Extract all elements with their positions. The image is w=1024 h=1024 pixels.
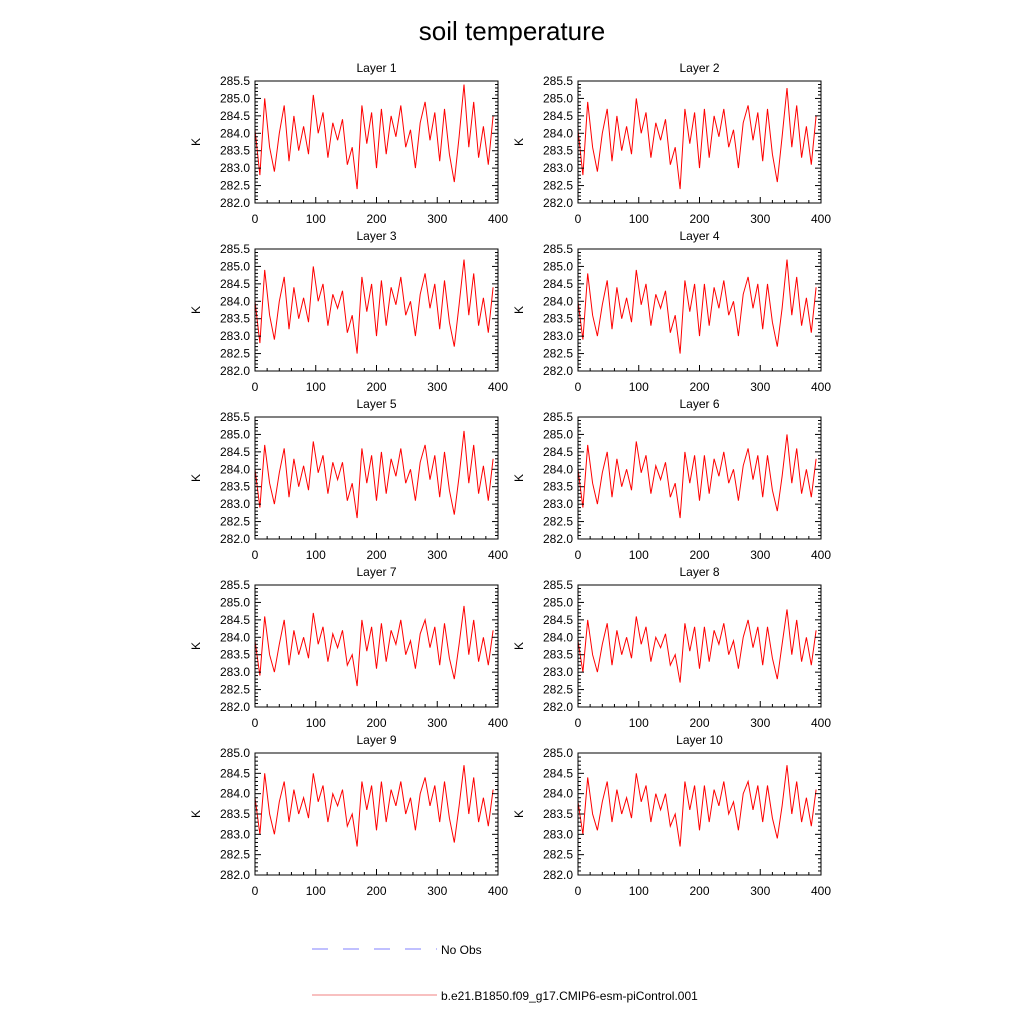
y-tick-label: 283.0: [542, 161, 573, 176]
y-tick-label: 284.0: [542, 462, 573, 477]
series-line: [578, 260, 816, 354]
y-tick-label: 283.0: [219, 497, 250, 512]
x-tick-label: 100: [305, 548, 326, 562]
panel-title: Layer 7: [356, 565, 397, 579]
y-tick-label: 284.0: [542, 294, 573, 309]
y-tick-label: 285.0: [542, 427, 573, 442]
y-tick-label: 282.5: [219, 847, 250, 862]
panel-9: [189, 733, 508, 898]
y-axis-label: K: [512, 137, 526, 147]
y-tick-label: 284.5: [219, 108, 250, 123]
x-tick-label: 300: [750, 380, 771, 394]
y-tick-label: 284.0: [542, 786, 573, 801]
x-tick-label: 100: [305, 212, 326, 226]
y-tick-label: 282.0: [542, 364, 573, 378]
y-axis-label: K: [189, 137, 203, 147]
x-tick-label: 400: [487, 716, 509, 730]
series-line: [578, 765, 816, 846]
x-tick-label: 0: [574, 548, 582, 562]
y-tick-label: 285.0: [542, 91, 573, 106]
x-tick-label: 200: [689, 548, 710, 562]
x-tick-label: 400: [810, 212, 832, 226]
x-tick-label: 200: [689, 716, 710, 730]
y-tick-label: 283.5: [542, 647, 573, 662]
chart-title: soil temperature: [418, 16, 606, 46]
y-tick-label: 282.0: [219, 700, 250, 714]
legend: [312, 943, 698, 1003]
x-tick-label: 100: [628, 380, 649, 394]
y-tick-label: 285.0: [219, 91, 250, 106]
y-tick-label: 284.0: [542, 126, 573, 141]
panel-6: [512, 397, 831, 562]
x-tick-label: 100: [305, 380, 326, 394]
x-tick-label: 200: [366, 716, 387, 730]
y-tick-label: 285.0: [542, 259, 573, 274]
y-tick-label: 285.5: [542, 410, 573, 424]
x-tick-label: 0: [251, 884, 259, 898]
y-tick-label: 283.0: [219, 161, 250, 176]
x-tick-label: 0: [251, 212, 259, 226]
panel-title: Layer 6: [679, 397, 720, 411]
y-tick-label: 284.5: [542, 612, 573, 627]
series-line: [255, 765, 493, 846]
y-tick-label: 285.0: [219, 746, 250, 760]
x-tick-label: 0: [574, 716, 582, 730]
x-tick-label: 400: [487, 380, 509, 394]
y-tick-label: 285.0: [219, 595, 250, 610]
panel-title: Layer 8: [679, 565, 720, 579]
y-tick-label: 282.0: [542, 868, 573, 882]
y-tick-label: 283.5: [542, 143, 573, 158]
y-tick-label: 282.5: [542, 682, 573, 697]
series-line: [255, 431, 493, 518]
panel-8: [512, 565, 831, 730]
x-tick-label: 200: [366, 212, 387, 226]
y-tick-label: 284.5: [542, 108, 573, 123]
y-tick-label: 282.0: [219, 364, 250, 378]
y-tick-label: 283.5: [219, 311, 250, 326]
x-tick-label: 400: [487, 548, 509, 562]
y-tick-label: 284.0: [219, 462, 250, 477]
y-axis-label: K: [189, 641, 203, 651]
x-tick-label: 0: [574, 212, 582, 226]
panel-4: [512, 229, 831, 394]
x-tick-label: 100: [628, 884, 649, 898]
y-axis-label: K: [512, 809, 526, 819]
y-tick-label: 283.0: [542, 497, 573, 512]
y-tick-label: 283.5: [219, 479, 250, 494]
y-tick-label: 283.0: [542, 329, 573, 344]
y-tick-label: 282.0: [219, 868, 250, 882]
x-tick-label: 0: [251, 548, 259, 562]
y-tick-label: 283.5: [219, 143, 250, 158]
x-tick-label: 100: [628, 212, 649, 226]
series-line: [578, 609, 816, 682]
panel-title: Layer 3: [356, 229, 397, 243]
y-tick-label: 283.5: [542, 479, 573, 494]
panel-title: Layer 10: [676, 733, 723, 747]
series-line: [578, 434, 816, 518]
y-tick-label: 283.0: [542, 665, 573, 680]
x-tick-label: 200: [689, 380, 710, 394]
y-tick-label: 284.0: [219, 294, 250, 309]
y-tick-label: 284.5: [542, 766, 573, 781]
x-tick-label: 300: [750, 884, 771, 898]
y-tick-label: 282.0: [219, 532, 250, 546]
legend-label-no-obs: No Obs: [441, 943, 482, 957]
series-line: [255, 85, 493, 190]
y-tick-label: 282.0: [542, 700, 573, 714]
x-tick-label: 300: [427, 884, 448, 898]
y-tick-label: 282.5: [219, 178, 250, 193]
x-tick-label: 300: [750, 212, 771, 226]
x-tick-label: 200: [366, 380, 387, 394]
y-tick-label: 283.0: [542, 827, 573, 842]
panel-title: Layer 9: [356, 733, 397, 747]
x-tick-label: 0: [574, 884, 582, 898]
y-tick-label: 284.0: [219, 630, 250, 645]
y-tick-label: 285.0: [219, 259, 250, 274]
y-tick-label: 283.0: [219, 827, 250, 842]
y-tick-label: 285.0: [542, 746, 573, 760]
y-tick-label: 285.5: [219, 410, 250, 424]
y-axis-label: K: [512, 473, 526, 483]
panel-title: Layer 2: [679, 61, 720, 75]
plot-frame: [578, 753, 821, 875]
y-tick-label: 284.5: [219, 766, 250, 781]
x-tick-label: 200: [366, 884, 387, 898]
y-tick-label: 283.5: [542, 311, 573, 326]
panel-10: [512, 733, 831, 898]
x-tick-label: 100: [305, 716, 326, 730]
x-tick-label: 0: [251, 380, 259, 394]
y-tick-label: 283.5: [219, 647, 250, 662]
y-tick-label: 285.5: [219, 578, 250, 592]
panel-3: [189, 229, 508, 394]
y-tick-label: 282.5: [219, 346, 250, 361]
panel-title: Layer 1: [356, 61, 397, 75]
y-tick-label: 282.0: [219, 196, 250, 210]
x-tick-label: 300: [750, 716, 771, 730]
y-tick-label: 283.0: [219, 665, 250, 680]
y-tick-label: 282.5: [219, 682, 250, 697]
series-line: [578, 88, 816, 189]
y-tick-label: 283.0: [219, 329, 250, 344]
x-tick-label: 100: [305, 884, 326, 898]
x-tick-label: 200: [689, 212, 710, 226]
panel-title: Layer 4: [679, 229, 720, 243]
y-tick-label: 282.5: [542, 346, 573, 361]
y-tick-label: 282.5: [542, 178, 573, 193]
y-tick-label: 284.5: [219, 444, 250, 459]
x-tick-label: 400: [810, 716, 832, 730]
y-tick-label: 284.5: [542, 276, 573, 291]
y-tick-label: 282.5: [542, 514, 573, 529]
x-tick-label: 300: [427, 380, 448, 394]
y-tick-label: 284.0: [219, 786, 250, 801]
y-tick-label: 284.5: [219, 612, 250, 627]
y-tick-label: 282.5: [542, 847, 573, 862]
x-tick-label: 400: [810, 884, 832, 898]
y-tick-label: 285.5: [219, 74, 250, 88]
y-tick-label: 284.5: [542, 444, 573, 459]
plot-frame: [255, 753, 498, 875]
x-tick-label: 200: [689, 884, 710, 898]
y-tick-label: 285.5: [542, 74, 573, 88]
y-tick-label: 285.5: [219, 242, 250, 256]
panel-7: [189, 565, 508, 730]
y-tick-label: 284.5: [219, 276, 250, 291]
x-tick-label: 400: [810, 380, 832, 394]
x-tick-label: 300: [750, 548, 771, 562]
y-tick-label: 285.5: [542, 242, 573, 256]
series-line: [255, 260, 493, 354]
y-tick-label: 285.5: [542, 578, 573, 592]
y-tick-label: 282.5: [219, 514, 250, 529]
panel-2: [512, 61, 831, 226]
y-axis-label: K: [189, 809, 203, 819]
y-tick-label: 285.0: [219, 427, 250, 442]
y-tick-label: 282.0: [542, 532, 573, 546]
legend-label-model-run: b.e21.B1850.f09_g17.CMIP6-esm-piControl.001: [441, 989, 698, 1003]
x-tick-label: 400: [487, 212, 509, 226]
x-tick-label: 400: [810, 548, 832, 562]
y-axis-label: K: [189, 473, 203, 483]
y-tick-label: 284.0: [542, 630, 573, 645]
y-axis-label: K: [512, 641, 526, 651]
y-axis-label: K: [512, 305, 526, 315]
x-tick-label: 400: [487, 884, 509, 898]
x-tick-label: 100: [628, 548, 649, 562]
y-tick-label: 283.5: [542, 807, 573, 821]
x-tick-label: 300: [427, 212, 448, 226]
y-axis-label: K: [189, 305, 203, 315]
x-tick-label: 100: [628, 716, 649, 730]
panel-5: [189, 397, 508, 562]
y-tick-label: 283.5: [219, 807, 250, 821]
x-tick-label: 300: [427, 716, 448, 730]
x-tick-label: 0: [574, 380, 582, 394]
y-tick-label: 285.0: [542, 595, 573, 610]
panel-title: Layer 5: [356, 397, 397, 411]
x-tick-label: 0: [251, 716, 259, 730]
series-line: [255, 606, 493, 686]
y-tick-label: 284.0: [219, 126, 250, 141]
x-tick-label: 300: [427, 548, 448, 562]
panel-1: [189, 61, 508, 226]
y-tick-label: 282.0: [542, 196, 573, 210]
x-tick-label: 200: [366, 548, 387, 562]
